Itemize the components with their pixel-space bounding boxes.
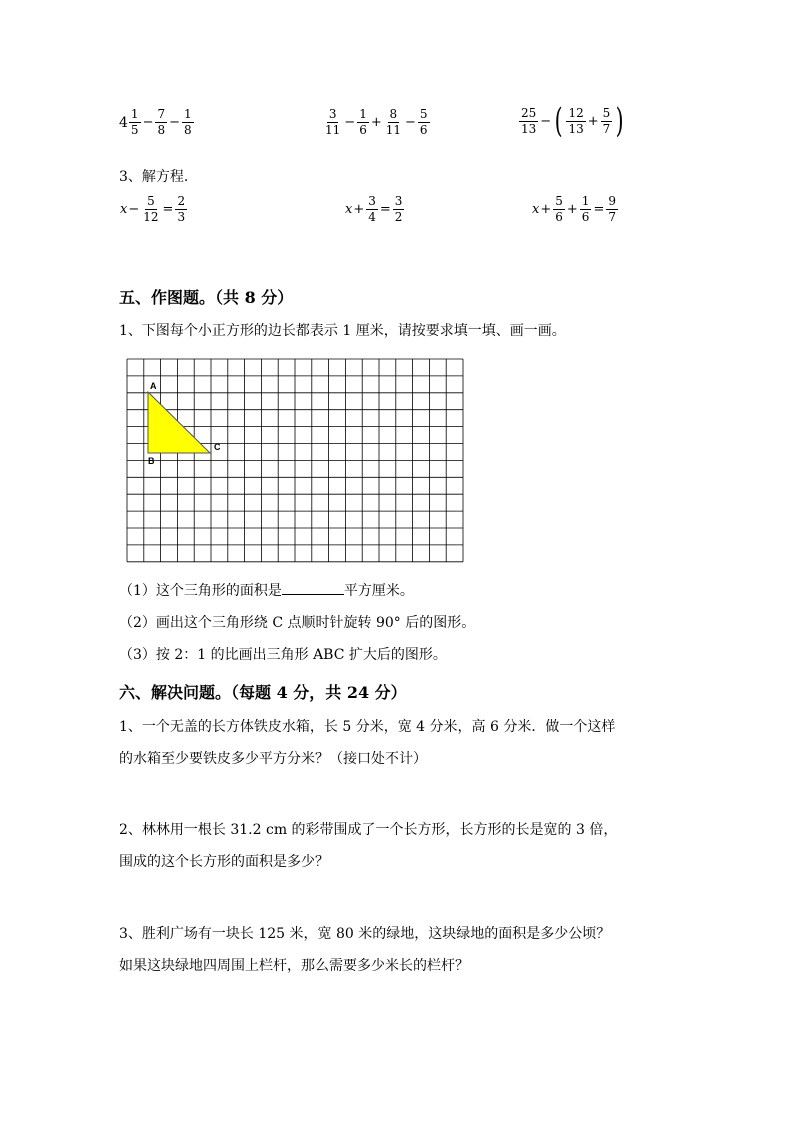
fraction bbox=[384, 108, 403, 137]
problem-3-line-2: 如果这块绿地四周围上栏杆，那么需要多少米长的栏杆？ bbox=[119, 958, 469, 974]
numerator: 1 bbox=[130, 107, 139, 121]
operator: − bbox=[128, 202, 140, 217]
fraction bbox=[601, 107, 613, 136]
fraction bbox=[393, 195, 405, 224]
right-paren: ) bbox=[615, 101, 624, 141]
expression-1 bbox=[119, 108, 195, 137]
equations-title: 3、解方程. bbox=[119, 169, 189, 185]
denominator: 11 bbox=[385, 123, 402, 137]
numerator: 3 bbox=[394, 194, 403, 208]
denominator: 7 bbox=[608, 210, 616, 224]
operator: + bbox=[587, 113, 599, 129]
denominator: 13 bbox=[568, 121, 584, 136]
problem-2-line-2: 围成的这个长方形的面积是多少？ bbox=[119, 854, 329, 870]
denominator: 4 bbox=[368, 210, 376, 224]
grid-figure bbox=[126, 358, 466, 564]
denominator: 3 bbox=[177, 210, 186, 224]
operator: − bbox=[344, 115, 356, 130]
numerator: 1 bbox=[184, 107, 192, 121]
sub-question-2: （2）画出这个三角形绕 C 点顺时针旋转 90° 后的图形。 bbox=[119, 615, 476, 631]
section5-heading: 五、作图题。（共 8 分） bbox=[119, 288, 294, 307]
grid-lines bbox=[127, 359, 463, 562]
numerator: 12 bbox=[568, 105, 584, 120]
triangle-abc bbox=[148, 392, 210, 453]
denominator: 6 bbox=[581, 210, 590, 224]
fraction bbox=[366, 195, 378, 224]
numerator: 3 bbox=[368, 194, 376, 208]
numerator: 2 bbox=[177, 194, 186, 208]
operator: + bbox=[353, 202, 365, 217]
variable-x: x bbox=[345, 202, 353, 217]
numerator: 1 bbox=[581, 194, 590, 208]
equation-3 bbox=[532, 195, 619, 224]
fraction bbox=[357, 108, 369, 137]
numerator: 8 bbox=[389, 107, 398, 121]
fraction bbox=[566, 107, 585, 136]
fraction bbox=[155, 108, 167, 137]
equation-2 bbox=[345, 195, 405, 224]
fraction bbox=[418, 108, 430, 137]
sub-question-1-text: （1）这个三角形的面积是 bbox=[119, 583, 282, 599]
denominator: 5 bbox=[130, 123, 139, 137]
numerator: 1 bbox=[359, 107, 367, 121]
expression-3 bbox=[518, 101, 627, 141]
expression-2 bbox=[322, 108, 431, 137]
sub-question-1-unit: 平方厘米。 bbox=[343, 583, 414, 599]
denominator: 7 bbox=[602, 121, 611, 136]
operator: + bbox=[540, 202, 552, 217]
operator: − bbox=[405, 115, 416, 130]
whole-number: 4 bbox=[119, 114, 128, 131]
equals-sign: = bbox=[379, 202, 391, 217]
equation-1 bbox=[120, 195, 188, 224]
denominator: 6 bbox=[419, 123, 428, 137]
fraction bbox=[182, 108, 194, 137]
problem-3-line-1: 3、胜利广场有一块长 125 米，宽 80 米的绿地，这块绿地的面积是多少公顷？ bbox=[119, 926, 611, 942]
fraction bbox=[580, 195, 592, 224]
problem-2-line-1: 2、林林用一根长 31.2 cm 的彩带围成了一个长方形，长方形的长是宽的 3 倍， bbox=[119, 822, 618, 838]
operator: + bbox=[566, 202, 578, 217]
numerator: 9 bbox=[608, 194, 616, 208]
fraction bbox=[519, 107, 538, 136]
denominator: 2 bbox=[394, 210, 403, 224]
operator: − bbox=[169, 115, 181, 130]
fraction bbox=[606, 195, 618, 224]
numerator: 25 bbox=[521, 105, 537, 120]
denominator: 8 bbox=[184, 123, 192, 137]
denominator: 13 bbox=[521, 121, 537, 136]
fraction bbox=[129, 108, 141, 137]
problem-1-line-2: 的水箱至少要铁皮多少平方分米？（接口处不计） bbox=[119, 751, 427, 767]
numerator: 5 bbox=[602, 105, 611, 120]
fraction bbox=[323, 108, 342, 137]
fraction bbox=[553, 195, 565, 224]
section5-question-1: 1、下图每个小正方形的边长都表示 1 厘米，请按要求填一填、画一画。 bbox=[119, 323, 566, 339]
equals-sign: = bbox=[593, 202, 605, 217]
label-c: C bbox=[214, 442, 221, 452]
numerator: 5 bbox=[147, 194, 155, 208]
denominator: 6 bbox=[359, 123, 367, 137]
sub-question-3: （3）按 2：1 的比画出三角形 ABC 扩大后的图形。 bbox=[119, 647, 447, 663]
problem-1-line-1: 1、一个无盖的长方体铁皮水箱，长 5 分米，宽 4 分米，高 6 分米．做一个这样 bbox=[119, 719, 616, 735]
section6-heading: 六、解决问题。（每题 4 分，共 24 分） bbox=[119, 683, 407, 702]
sub-question-1 bbox=[119, 580, 414, 600]
denominator: 11 bbox=[325, 123, 341, 137]
label-a: A bbox=[150, 381, 157, 391]
numerator: 5 bbox=[419, 107, 428, 121]
operator: + bbox=[370, 115, 382, 130]
numerator: 3 bbox=[328, 107, 337, 121]
variable-x: x bbox=[532, 202, 540, 217]
numerator: 7 bbox=[157, 107, 166, 121]
variable-x: x bbox=[120, 202, 128, 217]
fraction bbox=[175, 195, 187, 224]
denominator: 8 bbox=[157, 123, 166, 137]
operator: − bbox=[142, 115, 154, 130]
denominator: 6 bbox=[555, 210, 563, 224]
numerator: 5 bbox=[555, 194, 563, 208]
answer-blank[interactable] bbox=[282, 582, 344, 595]
fraction bbox=[141, 195, 160, 224]
denominator: 12 bbox=[143, 210, 159, 224]
equals-sign: = bbox=[162, 202, 174, 217]
left-paren: ( bbox=[554, 101, 563, 141]
label-b: B bbox=[148, 456, 155, 466]
operator: − bbox=[540, 113, 552, 129]
